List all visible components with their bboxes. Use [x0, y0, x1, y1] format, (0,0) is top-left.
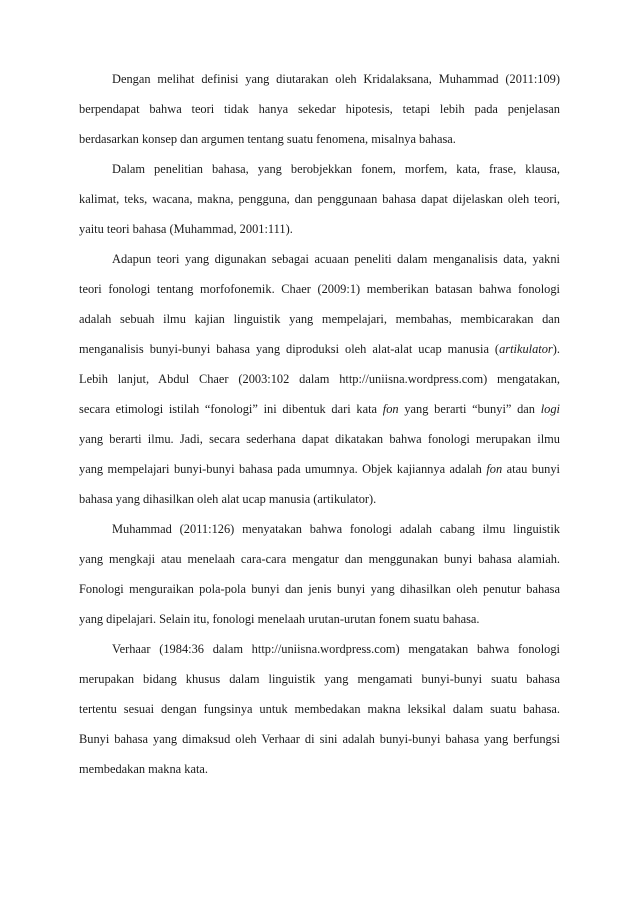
italic-term: artikulator — [499, 342, 553, 356]
text-line: yaitu teori bahasa (Muhammad, 2001:111). — [79, 222, 293, 236]
document-body — [79, 64, 560, 784]
text-line: yang mengkaji atau menelaah cara-cara mengatur dan menggunakan bunyi bahasa alamiah. — [79, 552, 560, 566]
text-line: berpendapat bahwa teori tidak hanya sekedar hipotesis, tetapi lebih pada penjelasan — [79, 102, 560, 116]
text-line: membedakan makna kata. — [79, 762, 209, 776]
text-line — [79, 394, 560, 424]
text-segment: secara etimologi istilah “fonologi” ini dibentuk dari kata — [79, 402, 383, 416]
text-line: Lebih lanjut, Abdul Chaer (2003:102 dalam http://uniisna.wordpress.com) mengatakan, — [79, 372, 560, 386]
text-line: adalah sebuah ilmu kajian linguistik yang mempelajari, membahas, membicarakan dan — [79, 312, 560, 326]
text-line: merupakan bidang khusus dalam linguistik yang mengamati bunyi-bunyi suatu bahasa — [79, 672, 560, 686]
text-line: Dengan melihat definisi yang diutarakan oleh Kridalaksana, Muhammad (2011:109) — [112, 72, 560, 86]
text-line: yang dipelajari. Selain itu, fonologi menelaah urutan-urutan fonem suatu bahasa. — [79, 612, 480, 626]
text-line — [79, 454, 560, 484]
italic-term: logi — [540, 402, 560, 416]
text-line: tertentu sesuai dengan fungsinya untuk membedakan makna leksikal dalam suatu bahasa. — [79, 702, 560, 716]
text-line: Adapun teori yang digunakan sebagai acuaan peneliti dalam menganalisis data, yakni — [112, 252, 560, 266]
text-segment: menganalisis bunyi-bunyi bahasa yang diproduksi oleh alat-alat ucap manusia ( — [79, 342, 500, 356]
text-line: Muhammad (2011:126) menyatakan bahwa fonologi adalah cabang ilmu linguistik — [112, 522, 560, 536]
text-line: kalimat, teks, wacana, makna, pengguna, dan penggunaan bahasa dapat dijelaskan oleh teori, — [79, 192, 560, 206]
text-segment: yang mempelajari bunyi-bunyi bahasa pada umumnya. Objek kajiannya adalah — [79, 462, 487, 476]
text-segment: atau bunyi — [502, 462, 560, 476]
text-segment: yang berarti “bunyi” dan — [398, 402, 541, 416]
text-line: berdasarkan konsep dan argumen tentang suatu fenomena, misalnya bahasa. — [79, 132, 456, 146]
text-line: bahasa yang dihasilkan oleh alat ucap manusia (artikulator). — [79, 492, 377, 506]
italic-term: fon — [382, 402, 399, 416]
text-line: teori fonologi tentang morfofonemik. Chaer (2009:1) memberikan batasan bahwa fonologi — [79, 282, 560, 296]
text-segment: ). — [552, 342, 560, 356]
text-line: Fonologi menguraikan pola-pola bunyi dan jenis bunyi yang dihasilkan oleh penutur bahasa — [79, 582, 560, 596]
italic-term: fon — [486, 462, 503, 476]
text-line: yang berarti ilmu. Jadi, secara sederhana dapat dikatakan bahwa fonologi merupakan ilmu — [79, 432, 560, 446]
text-line: Dalam penelitian bahasa, yang berobjekkan fonem, morfem, kata, frase, klausa, — [112, 162, 560, 176]
text-line: Verhaar (1984:36 dalam http://uniisna.wordpress.com) mengatakan bahwa fonologi — [112, 642, 560, 656]
text-line: Bunyi bahasa yang dimaksud oleh Verhaar di sini adalah bunyi-bunyi bahasa yang berfungsi — [79, 732, 560, 746]
text-line — [79, 334, 560, 364]
